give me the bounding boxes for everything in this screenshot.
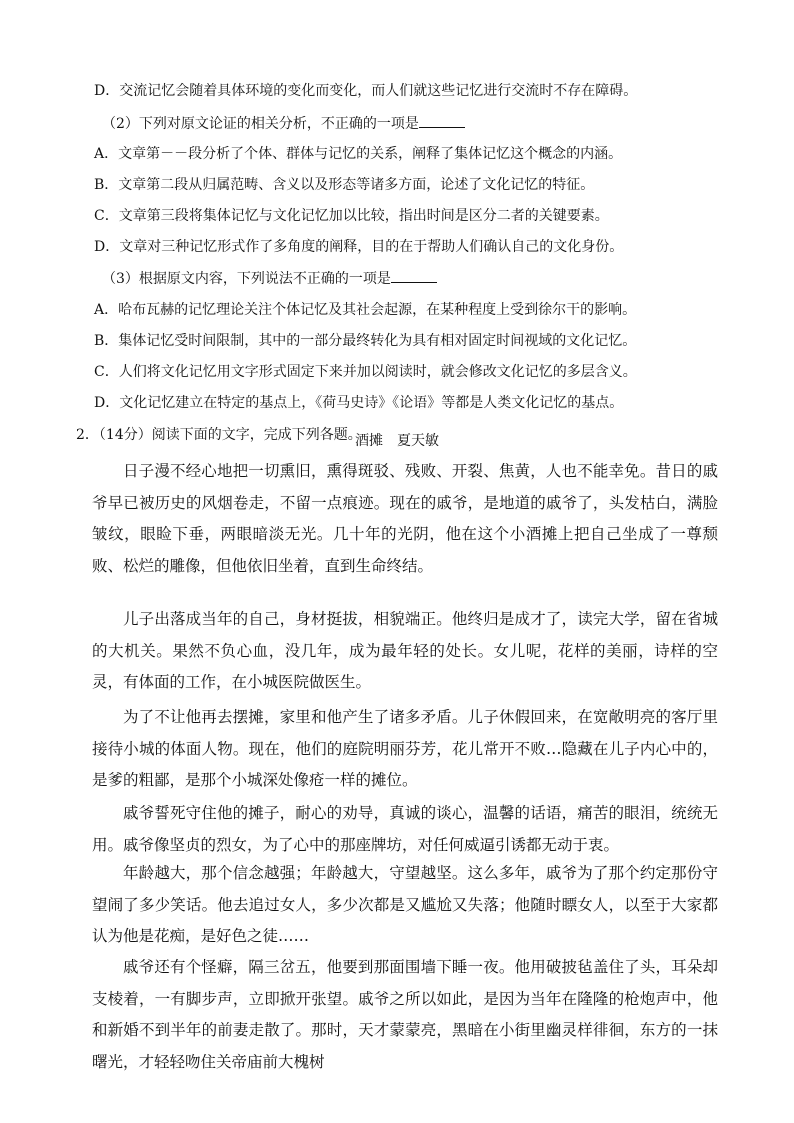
answer-blank bbox=[391, 268, 437, 283]
q3-option-a: A．哈布瓦赫的记忆理论关注个体记忆及其社会起源，在某种程度上受到徐尔干的影响。 bbox=[94, 302, 637, 318]
q1-option-d: D．交流记忆会随着具体环境的变化而变化，而人们就这些记忆进行交流时不存在障碍。 bbox=[94, 83, 638, 99]
passage-paragraph-5: 年龄越大，那个信念越强；年龄越大，守望越坚。这么多年，戚爷为了那个约定那份守望闹了多少笑话。他去追过女人，多少次都是又尴尬又失落；他随时瞟女人，以至于大家都认为他是花痴，是好色之徒…… bbox=[92, 864, 718, 945]
q3-option-b: B．集体记忆受时间限制，其中的一部分最终转化为具有相对固定时间视域的文化记忆。 bbox=[94, 333, 637, 349]
passage-paragraph-2: 儿子出落成当年的自己，身材挺拔，相貌端正。他终归是成才了，读完大学，留在省城的大机关。果然不负心血，没几年，成为最年轻的处长。女儿呢，花样的美丽，诗样的空灵，有体面的工作，在小城医院做医生。 bbox=[92, 610, 718, 691]
q2-option-b: B．文章第二段从归属范畴、含义以及形态等诸多方面，论述了文化记忆的特征。 bbox=[94, 177, 595, 193]
q2-stem-text: （2）下列对原文论证的相关分析，不正确的一项是 bbox=[102, 116, 419, 132]
answer-blank bbox=[419, 113, 465, 128]
q2-option-a: A．文章第－－段分析了个体、群体与记忆的关系，阐释了集体记忆这个概念的内涵。 bbox=[94, 146, 623, 162]
passage-paragraph-6: 戚爷还有个怪癖，隔三岔五，他要到那面围墙下睡一夜。他用破披毡盖住了头，耳朵却支棱着，一有脚步声，立即掀开张望。戚爷之所以如此，是因为当年在隆隆的枪炮声中，他和新婚不到半年的前妻走散了。那时，天才蒙蒙亮，黑暗在小街里幽灵样徘徊，东方的一抹曙光，才轻轻吻住关帝庙前大槐树 bbox=[92, 958, 718, 1071]
q2-option-c: C．文章第三段将集体记忆与文化记忆加以比较，指出时间是区分二者的关键要素。 bbox=[94, 208, 609, 224]
q3-option-c: C．人们将文化记忆用文字形式固定下来并加以阅读时，就会修改文化记忆的多层含义。 bbox=[94, 364, 637, 380]
question-2-heading: 2．（14分）阅读下面的文字，完成下列各题。 bbox=[76, 427, 362, 443]
passage-title: 酒摊 夏天敏 bbox=[355, 433, 439, 449]
passage-paragraph-3: 为了不让他再去摆摊，家里和他产生了诸多矛盾。儿子休假回来，在宽敞明亮的客厅里接待小城的体面人物。现在，他们的庭院明丽芬芳，花儿常开不败…隐藏在儿子内心中的，是爹的粗鄙，是那个小城深处像疮一样的摊位。 bbox=[92, 708, 718, 789]
passage-paragraph-4: 戚爷誓死守住他的摊子，耐心的劝导，真诚的谈心，温馨的话语，痛苦的眼泪，统统无用。戚爷像坚贞的烈女，为了心中的那座牌坊，对任何威逼引诱都无动于衷。 bbox=[92, 804, 718, 854]
q2-option-d: D．文章对三种记忆形式作了多角度的阐释，目的在于帮助人们确认自己的文化身份。 bbox=[94, 239, 624, 255]
q3-stem bbox=[102, 268, 437, 289]
q2-stem bbox=[102, 113, 465, 134]
q3-stem-text: （3）根据原文内容，下列说法不正确的一项是 bbox=[102, 271, 391, 287]
q3-option-d: D．文化记忆建立在特定的基点上，《荷马史诗》《论语》等都是人类文化记忆的基点。 bbox=[94, 395, 624, 411]
passage-paragraph-1: 日子漫不经心地把一切熏旧，熏得斑驳、残败、开裂、焦黄，人也不能幸免。昔日的戚爷早已被历史的风烟卷走，不留一点痕迹。现在的戚爷，是地道的戚爷了，头发枯白，满脸皱纹，眼睑下垂，两眼暗淡无光。几十年的光阴，他在这个小酒摊上把自己坐成了一尊颓败、松烂的雕像，但他依旧坐着，直到生命终结。 bbox=[92, 462, 718, 575]
